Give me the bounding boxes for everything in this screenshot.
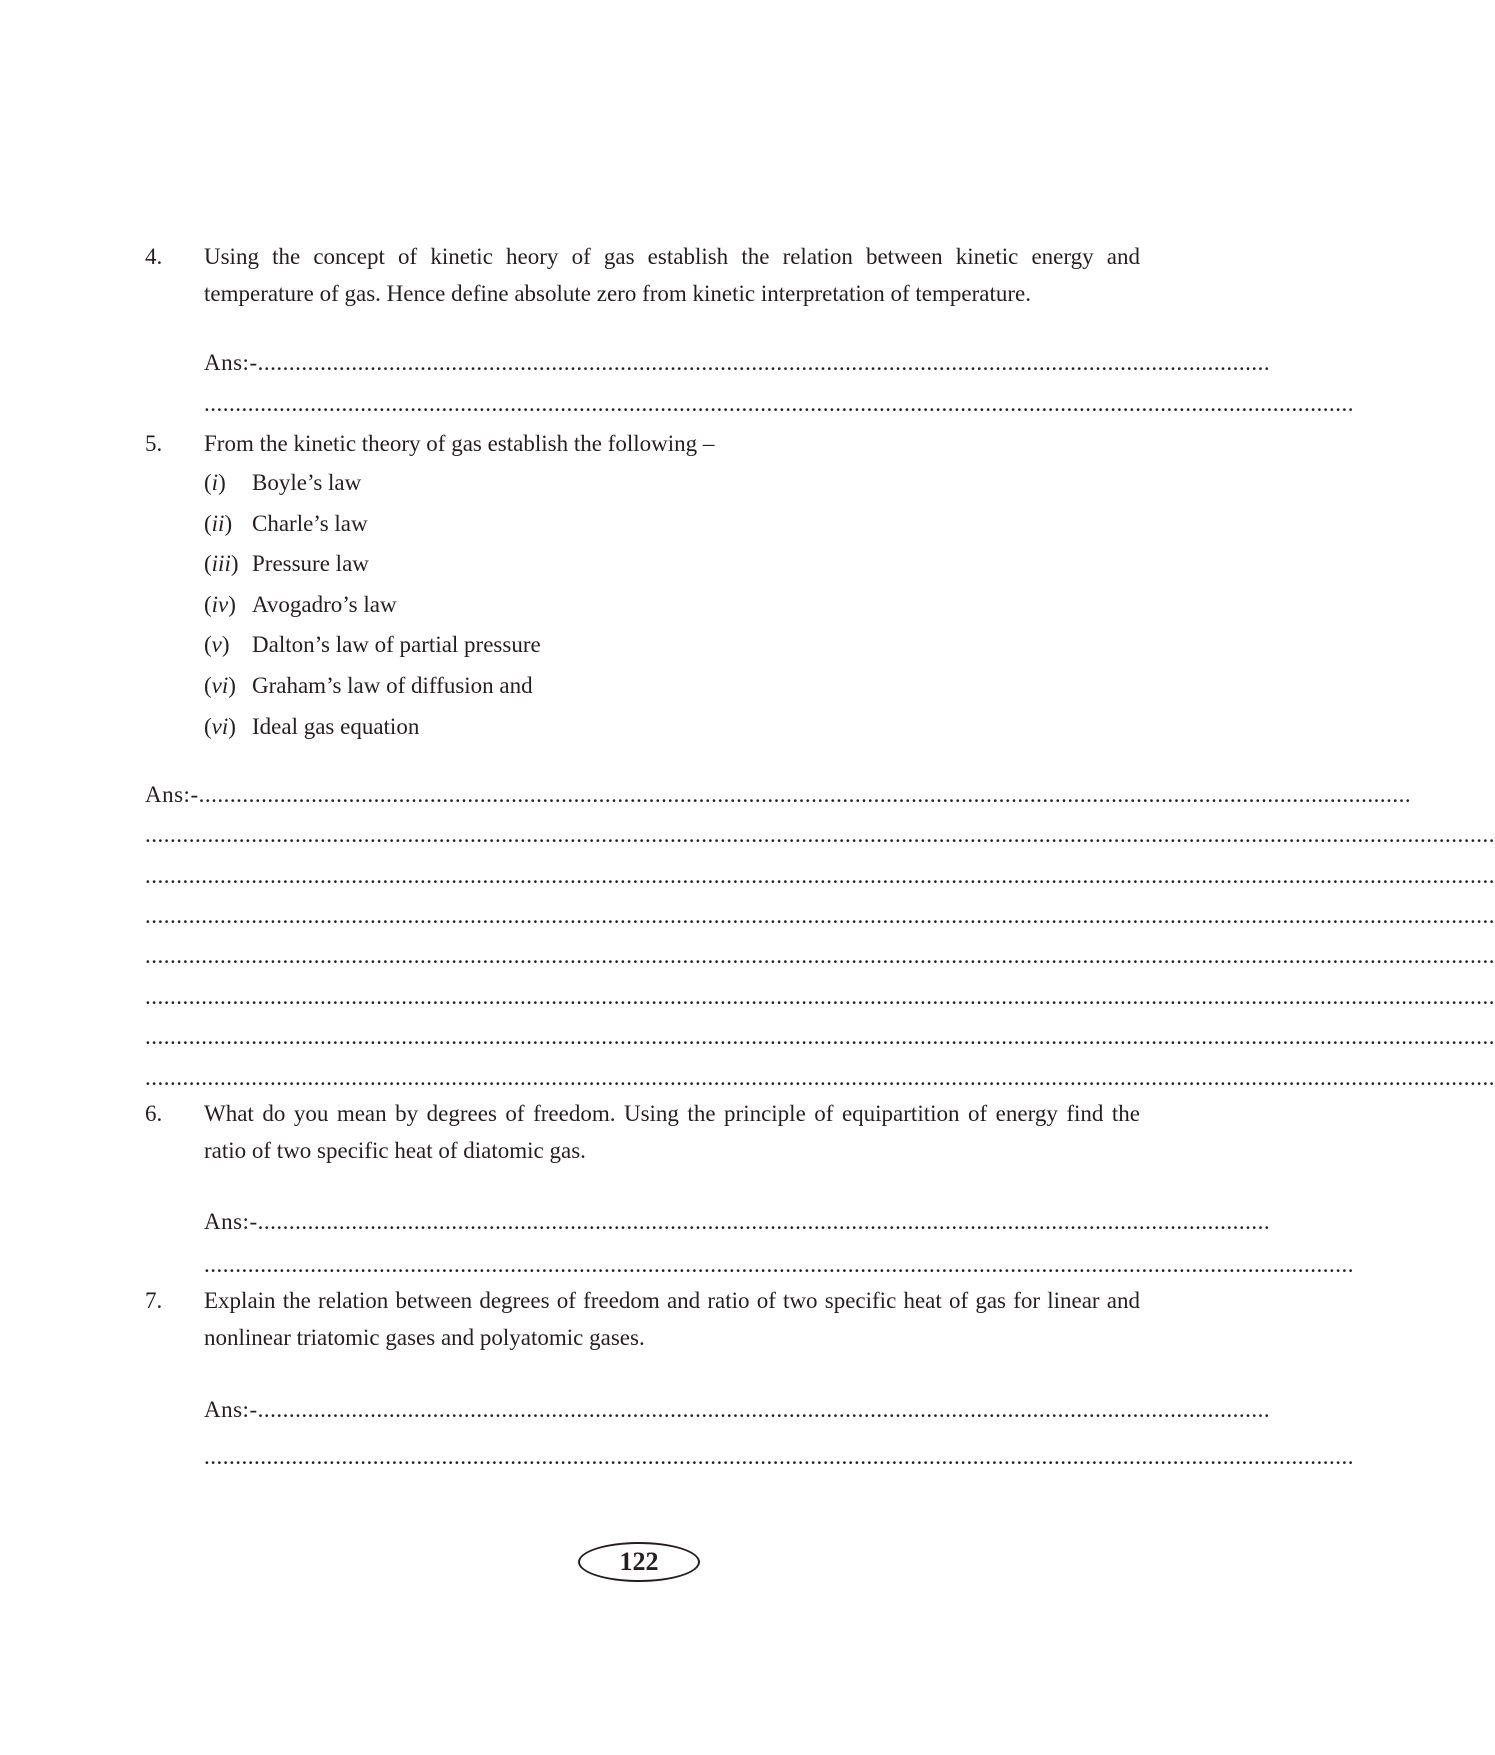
list-item	[204, 666, 541, 707]
answer-label: Ans:-	[204, 350, 258, 375]
page-number-badge	[578, 1542, 700, 1582]
sub-number: (i)	[204, 470, 226, 495]
question-text: Using the concept of kinetic heory of gas establish the relation between kinetic energy and temperature of gas. Hence define absolute zero from kinetic interpretation of temperature.	[204, 244, 1140, 306]
sub-question-list	[204, 463, 541, 747]
question-number: 7.	[145, 1288, 163, 1313]
sub-number: (iii)	[204, 551, 239, 577]
answer-label: Ans:-	[204, 1397, 258, 1422]
dotted-fill: ........................................................................................................................................................................................................................	[145, 863, 1495, 888]
sub-label: Boyle’s law	[252, 470, 362, 495]
question-number: 4.	[145, 244, 163, 269]
dotted-fill: ........................................................................................................................................................................................	[204, 1252, 1354, 1277]
question-6	[145, 1095, 1140, 1169]
answer-line[interactable]	[145, 1063, 1495, 1093]
question-number: 6.	[145, 1101, 163, 1126]
answer-line[interactable]	[204, 1395, 1271, 1425]
question-7	[145, 1282, 1140, 1356]
answer-line[interactable]	[145, 820, 1495, 850]
dotted-fill: ........................................................................................................................................................................................................................	[145, 903, 1495, 928]
dotted-fill: ........................................................................................................................................................................................................................	[145, 1065, 1495, 1090]
dotted-fill: ..................................................................................................................................................................	[257, 1209, 1271, 1234]
sub-label: Graham’s law of diffusion and	[252, 672, 533, 698]
sub-label: Avogadro’s law	[252, 591, 397, 617]
answer-line[interactable]	[145, 780, 1412, 810]
sub-label: Charle’s law	[252, 510, 368, 536]
question-4	[145, 238, 1140, 312]
answer-label: Ans:-	[204, 1209, 258, 1234]
dotted-fill: ........................................................................................................................................................................................	[204, 391, 1354, 416]
list-item	[204, 625, 541, 666]
question-number: 5.	[145, 431, 163, 456]
answer-line[interactable]	[204, 1442, 1354, 1472]
list-item	[204, 504, 541, 545]
dotted-fill: ........................................................................................................................................................................................................................	[145, 943, 1495, 968]
dotted-fill: ........................................................................................................................................................................................	[204, 1444, 1354, 1469]
dotted-fill: ..................................................................................................................................................................	[257, 1397, 1271, 1422]
question-text: From the kinetic theory of gas establish the following –	[204, 431, 715, 456]
answer-line[interactable]	[145, 941, 1495, 971]
answer-line[interactable]	[204, 389, 1354, 419]
answer-line[interactable]	[145, 861, 1495, 891]
sub-number: (iv)	[204, 591, 236, 617]
answer-line[interactable]	[145, 982, 1495, 1012]
sub-number: (v)	[204, 632, 230, 658]
answer-line[interactable]	[204, 348, 1271, 378]
sub-number: (vi)	[204, 672, 236, 698]
page-number: 122	[619, 1547, 659, 1576]
answer-line[interactable]	[145, 901, 1495, 931]
dotted-fill: ........................................................................................................................................................................................................................	[145, 822, 1495, 847]
question-5	[145, 425, 1140, 462]
list-item	[204, 585, 541, 626]
sub-number: (ii)	[204, 510, 233, 536]
answer-line[interactable]	[204, 1207, 1271, 1237]
list-item	[204, 707, 541, 748]
question-text: Explain the relation between degrees of freedom and ratio of two specific heat of gas for linear and nonlinear triatomic gases and polyatomic gases.	[204, 1288, 1140, 1350]
answer-line[interactable]	[204, 1250, 1354, 1280]
answer-line[interactable]	[145, 1022, 1495, 1052]
answer-label: Ans:-	[145, 782, 199, 807]
dotted-fill: ..................................................................................................................................................................	[257, 350, 1271, 375]
sub-number: (vi)	[204, 713, 236, 739]
list-item	[204, 463, 541, 504]
dotted-fill: ........................................................................................................................................................................................................................	[145, 1024, 1495, 1049]
list-item	[204, 544, 541, 585]
question-text: What do you mean by degrees of freedom. Using the principle of equipartition of energy find the ratio of two specific heat of diatomic gas.	[204, 1101, 1140, 1163]
sub-label: Ideal gas equation	[252, 713, 420, 739]
dotted-fill: ..................................................................................................................................................................................................	[198, 782, 1412, 807]
dotted-fill: ........................................................................................................................................................................................................................	[145, 984, 1495, 1009]
sub-label: Dalton’s law of partial pressure	[252, 632, 541, 658]
sub-label: Pressure law	[252, 551, 369, 577]
